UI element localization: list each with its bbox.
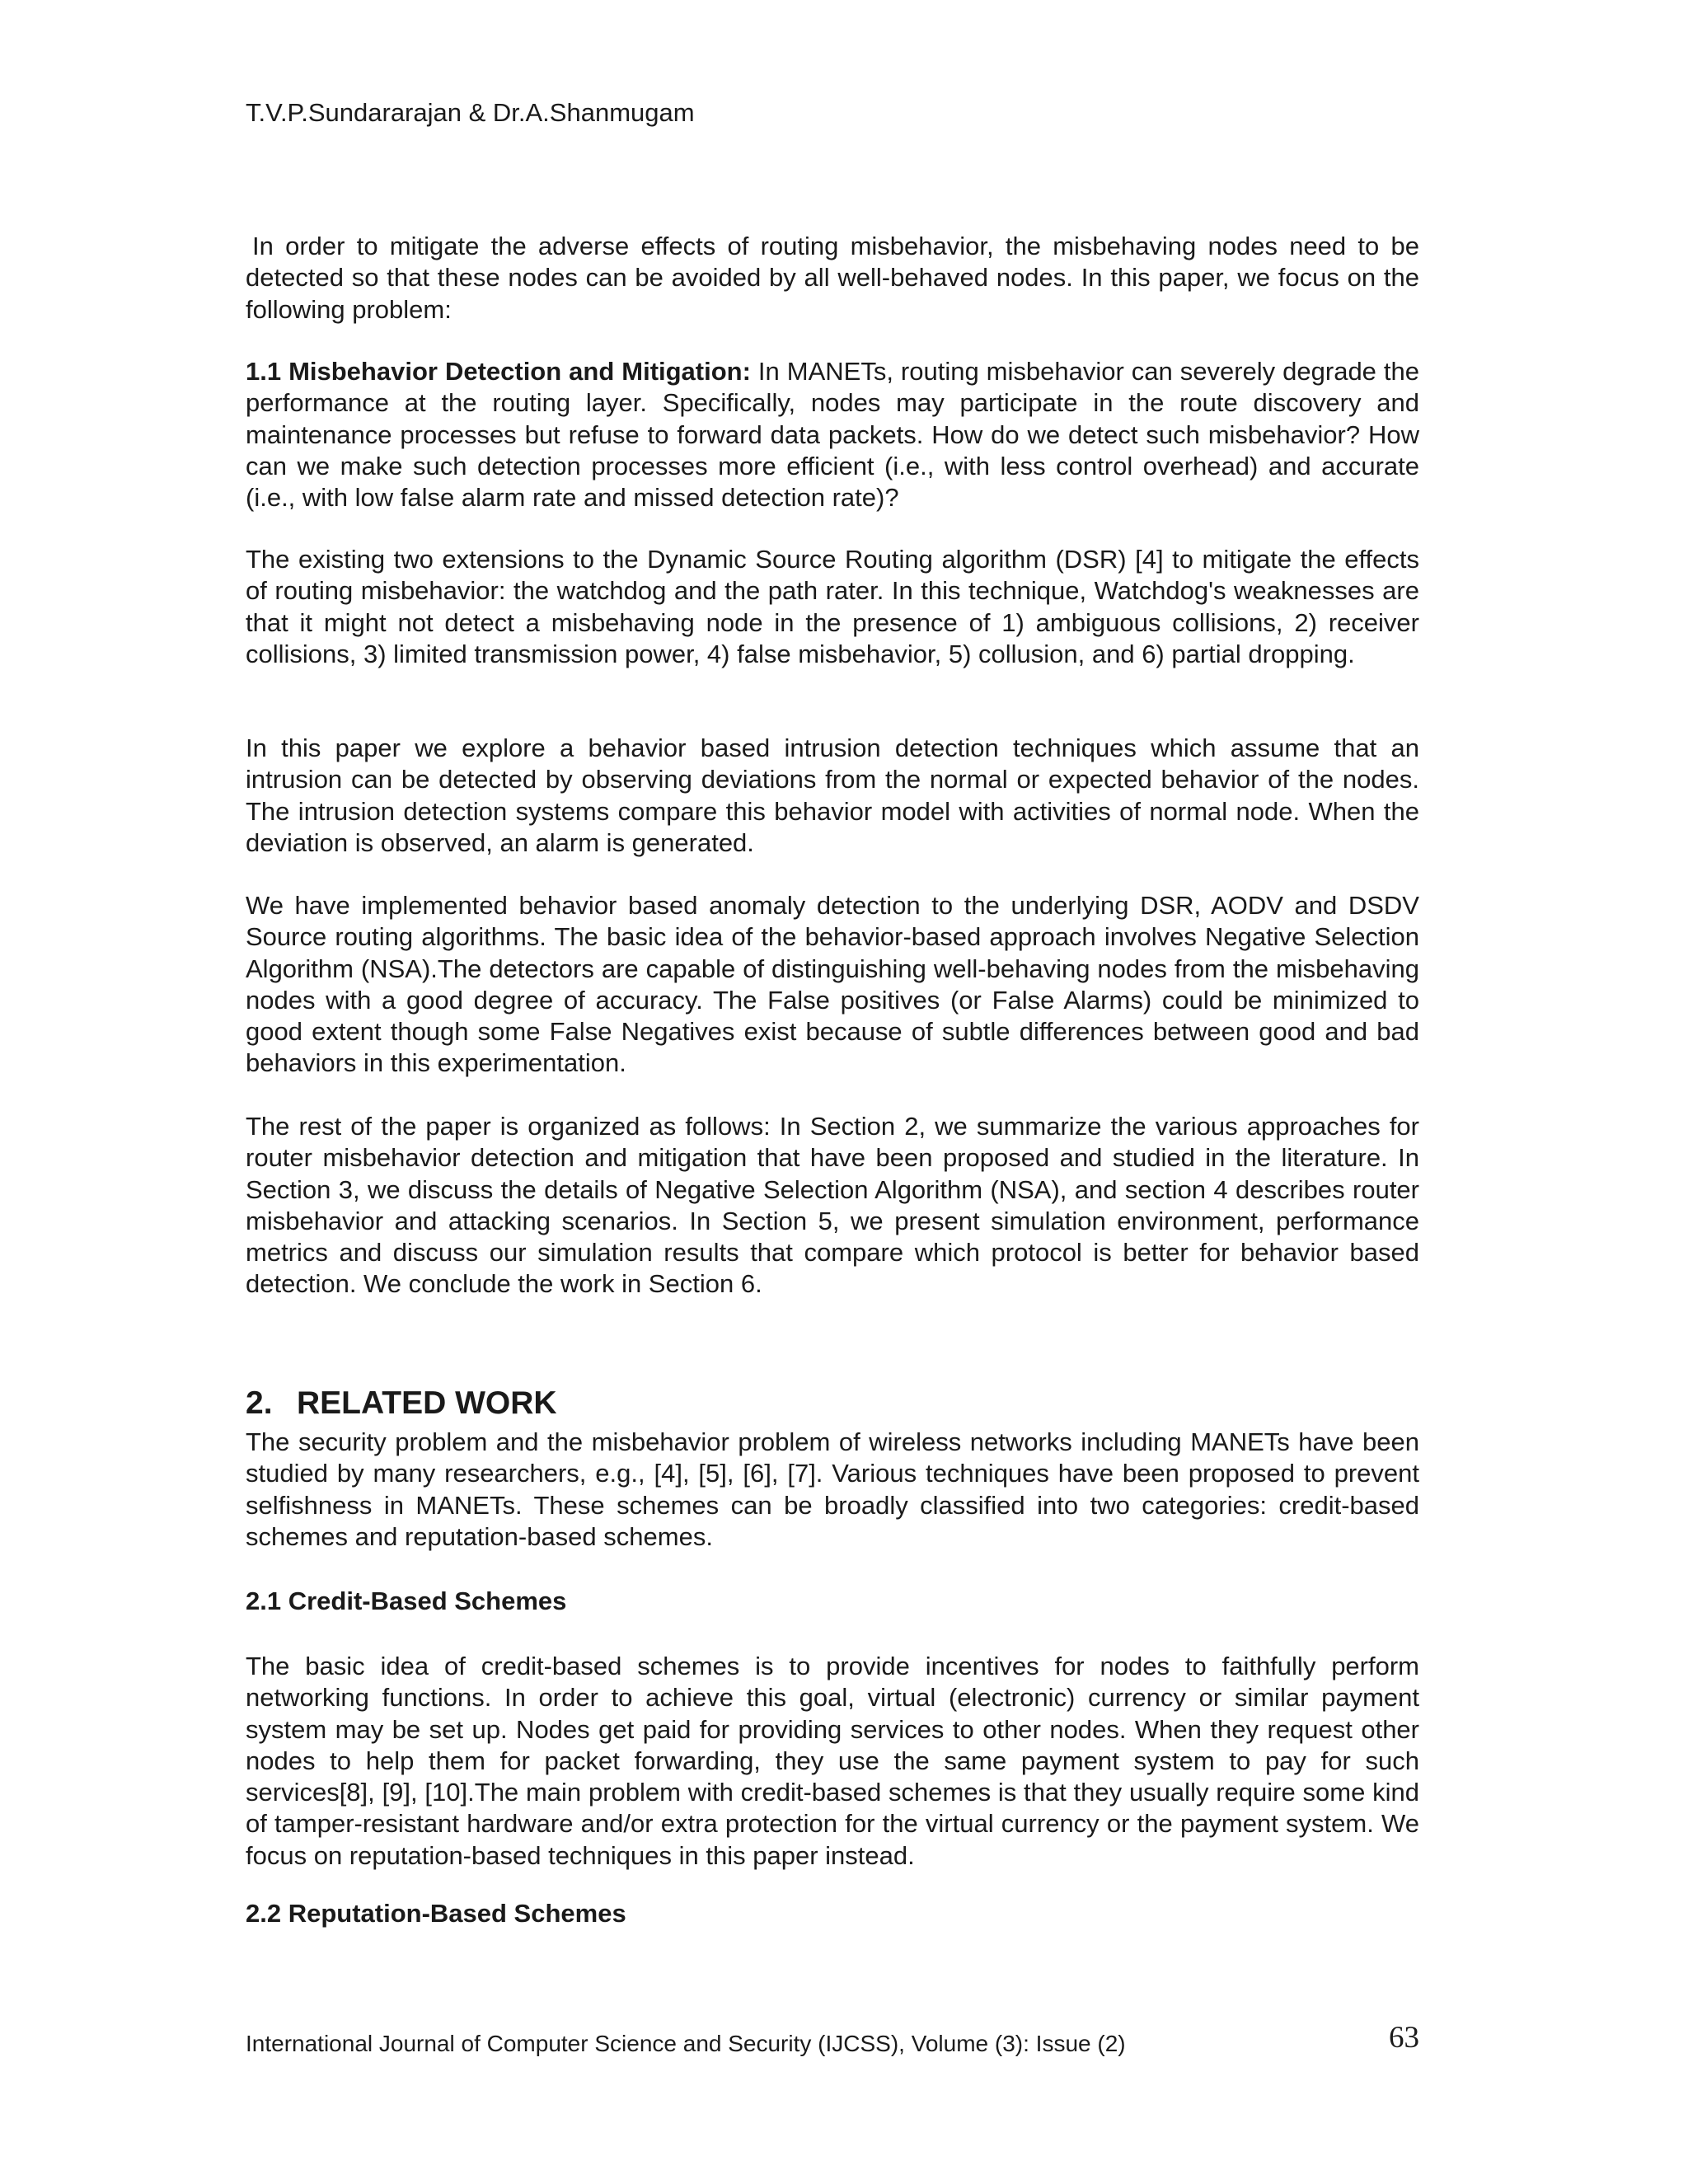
subsection-heading-reputation-based: 2.2 Reputation-Based Schemes bbox=[246, 1899, 626, 1928]
intro-paragraph: In order to mitigate the adverse effects of routing misbehavior, the misbehaving nodes need to be detected so that these nodes can be avoided by all well-behaved nodes. In this paper, we focus on the following problem: bbox=[246, 232, 1419, 324]
implemented-paragraph: We have implemented behavior based anomaly detection to the underlying DSR, AODV and DSDV Source routing algorithms. The basic idea of the behavior-based approach involves Negative Selection Algorithm (NSA).The detectors are capable of distinguishing well-behaving nodes from the misbehaving nodes with a good degree of accuracy. The False positives (or False Alarms) could be minimized to good extent though some False Negatives exist because of subtle differences between good and bad behaviors in this experimentation. bbox=[246, 891, 1419, 1078]
subsection-heading-credit-based: 2.1 Credit-Based Schemes bbox=[246, 1586, 567, 1615]
page-footer bbox=[246, 2020, 1419, 2061]
explore-paragraph: In this paper we explore a behavior based intrusion detection techniques which assume that an intrusion can be detected by observing deviations from the normal or expected behavior of the nodes. The intrusion detection systems compare this behavior model with activities of normal node. When the deviation is observed, an alarm is generated. bbox=[246, 733, 1419, 857]
running-header-authors: T.V.P.Sundararajan & Dr.A.Shanmugam bbox=[246, 98, 695, 127]
footer-journal-citation: International Journal of Computer Science and Security (IJCSS), Volume (3): Issue (2) bbox=[246, 2031, 1126, 2056]
problem-subheading: 1.1 Misbehavior Detection and Mitigation: bbox=[246, 357, 751, 386]
section-number: 2. bbox=[246, 1385, 273, 1421]
existing-extensions-paragraph: The existing two extensions to the Dynamic Source Routing algorithm (DSR) [4] to mitigate the effects of routing misbehavior: the watchdog and the path rater. In this technique, Watchdog's weaknesses are that it might not detect a misbehaving node in the presence of 1) ambiguous collisions, 2) receiver collisions, 3) limited transmission power, 4) false misbehavior, 5) collusion, and 6) partial dropping. bbox=[246, 545, 1419, 668]
related-work-intro-paragraph: The security problem and the misbehavior problem of wireless networks including MANETs have been studied by many researchers, e.g., [4], [5], [6], [7]. Various techniques have been proposed to prevent selfishness in MANETs. These schemes can be broadly classified into two categories: credit-based schemes and reputation-based schemes. bbox=[246, 1427, 1419, 1551]
section-heading-related-work bbox=[246, 1384, 557, 1423]
organization-paragraph: The rest of the paper is organized as follows: In Section 2, we summarize the various approaches for router misbehavior detection and mitigation that have been proposed and studied in the literature. In Section 3, we discuss the details of Negative Selection Algorithm (NSA), and section 4 describes router misbehavior and attacking scenarios. In Section 5, we present simulation environment, performance metrics and discuss our simulation results that compare which protocol is better for behavior based detection. We conclude the work in Section 6. bbox=[246, 1112, 1419, 1299]
section-title: RELATED WORK bbox=[297, 1385, 557, 1421]
page-number: 63 bbox=[1389, 2021, 1419, 2055]
problem-text: In MANETs, routing misbehavior can severely degrade the performance at the routing layer. Specifically, nodes may participate in the route discovery and maintenance processes but refuse to forward data packets. How do we detect such misbehavior? How can we make such detection processes more efficient (i.e., with less control overhead) and accurate (i.e., with low false alarm rate and missed detection rate)? bbox=[246, 357, 1419, 513]
credit-based-paragraph: The basic idea of credit-based schemes is to provide incentives for nodes to faithfully perform networking functions. In order to achieve this goal, virtual (electronic) currency or similar payment system may be set up. Nodes get paid for providing services to other nodes. When they request other nodes to help them for packet forwarding, they use the same payment system to pay for such services[8], [9], [10].The main problem with credit-based schemes is that they usually require some kind of tamper-resistant hardware and/or extra protection for the virtual currency or the payment system. We focus on reputation-based techniques in this paper instead. bbox=[246, 1652, 1419, 1870]
problem-paragraph bbox=[246, 356, 1419, 513]
